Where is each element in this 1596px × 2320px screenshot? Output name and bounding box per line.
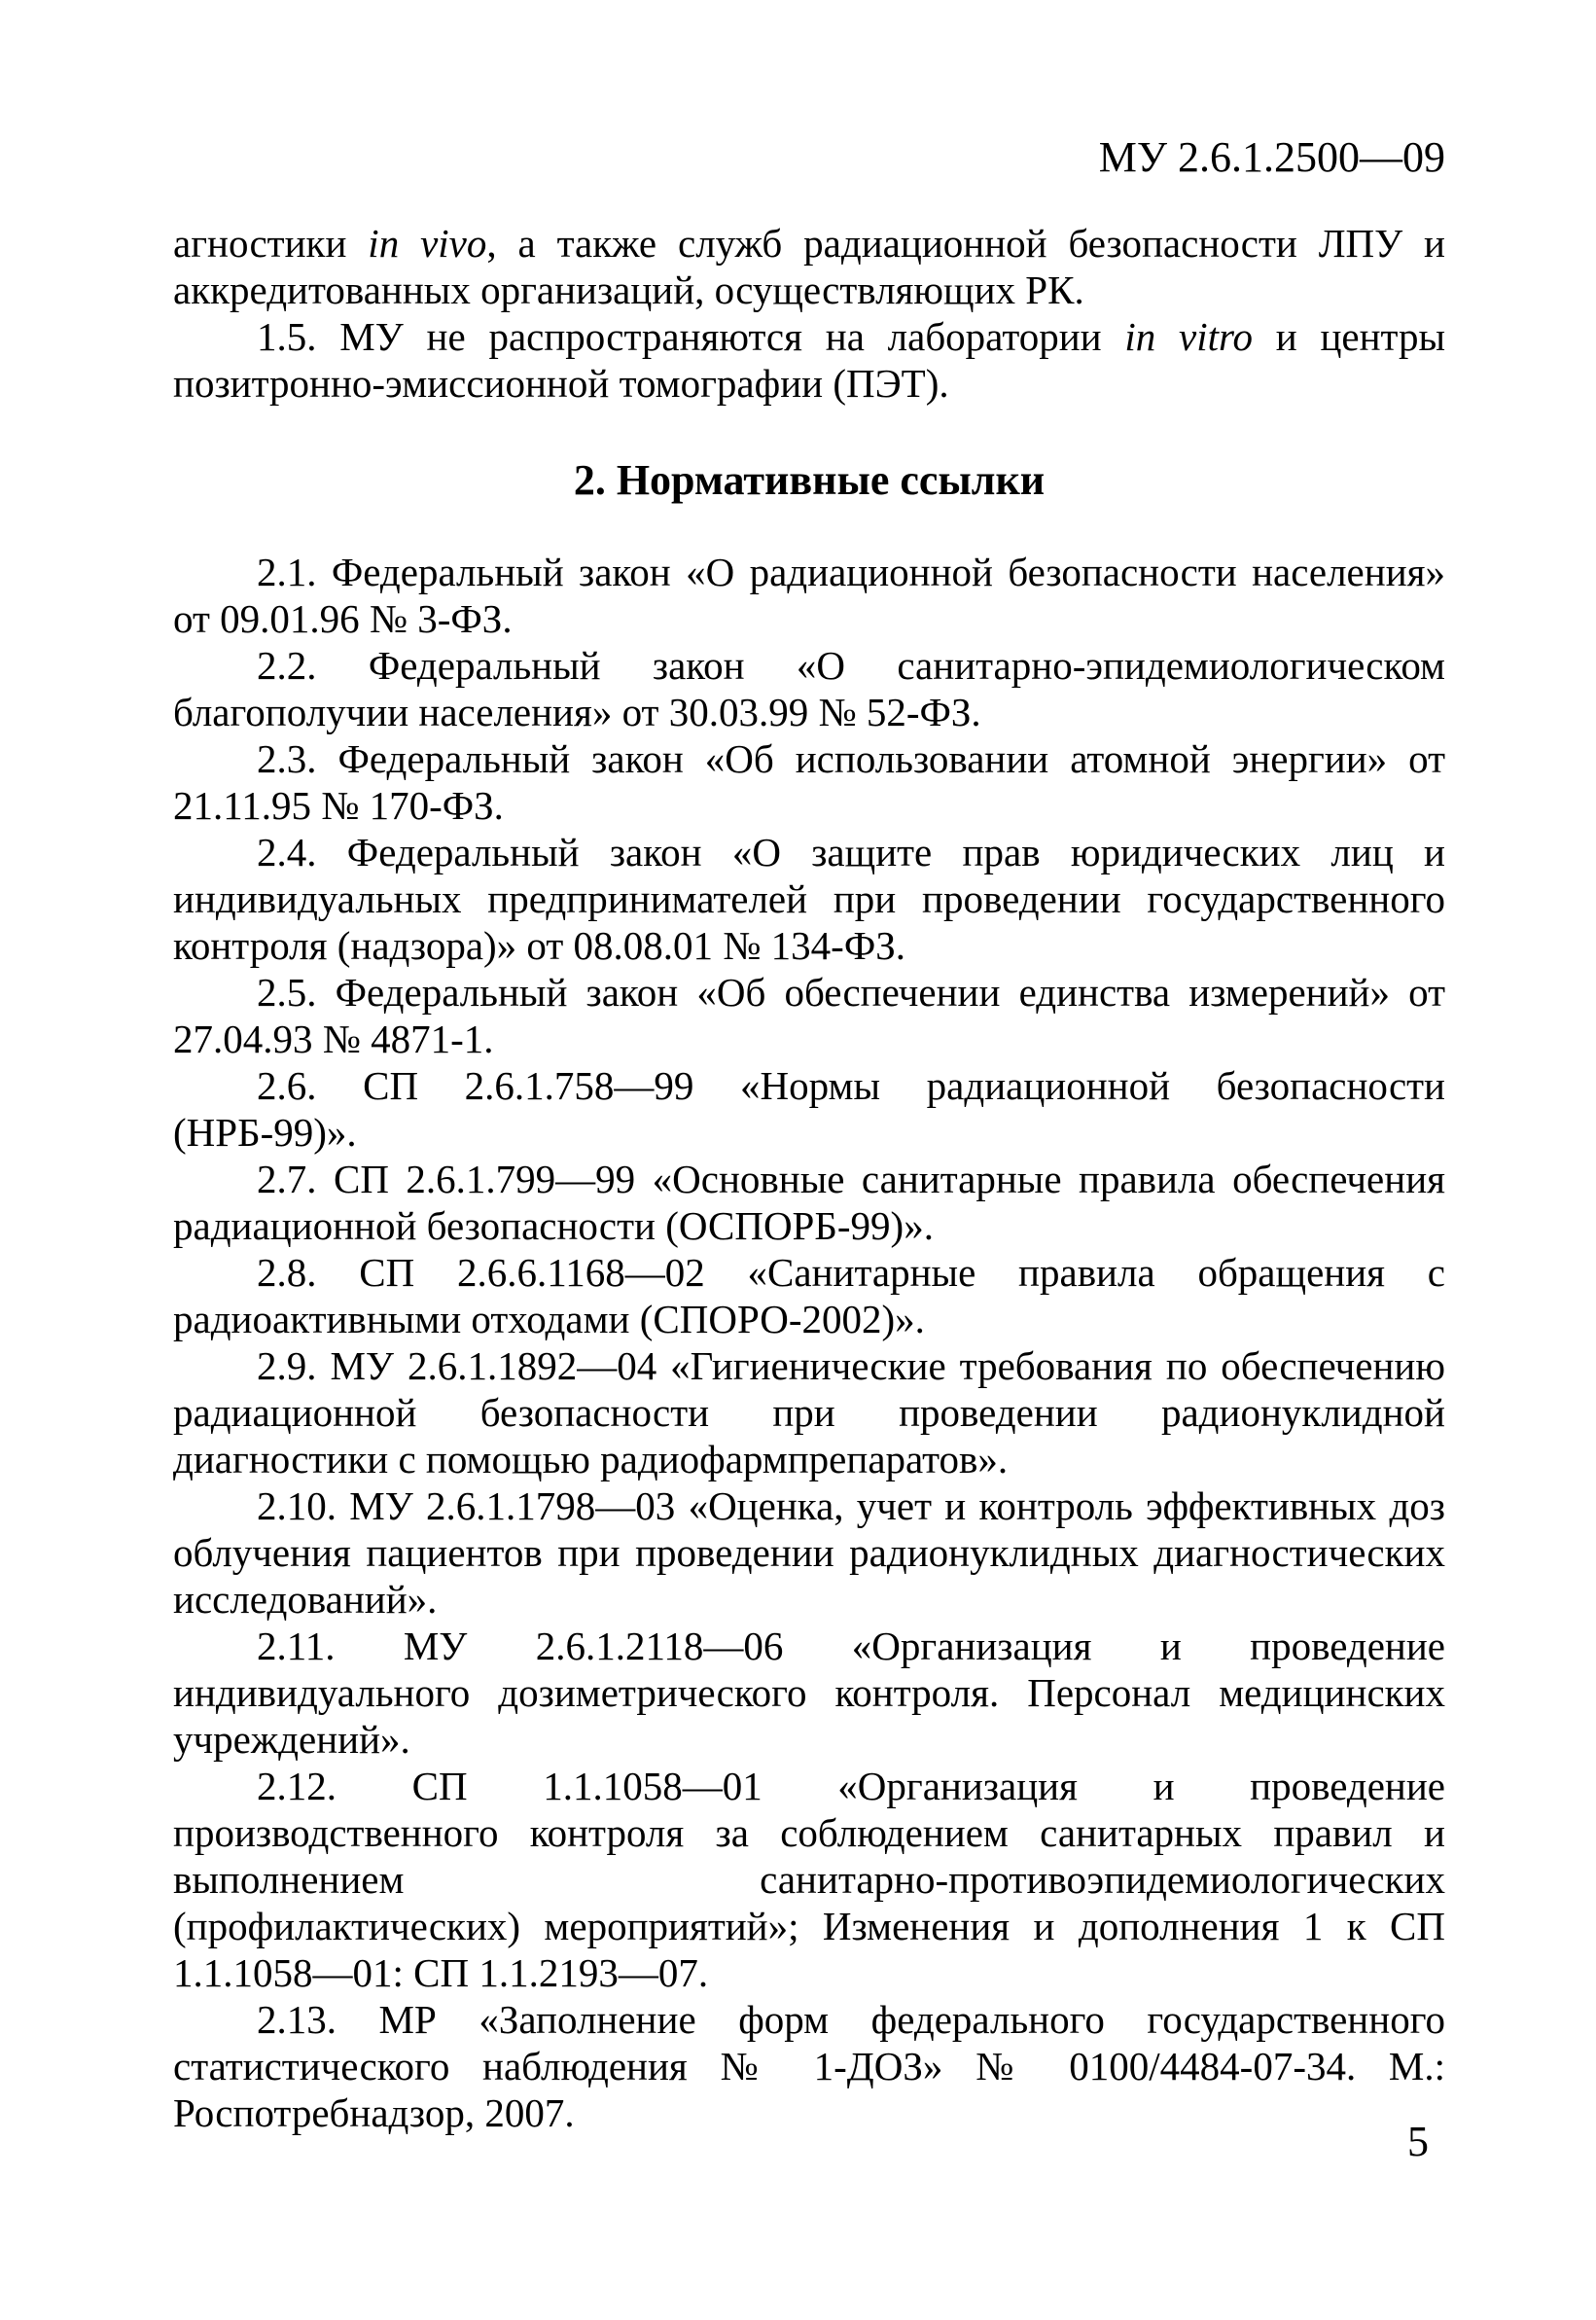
reference-item: 2.11. МУ 2.6.1.2118—06 «Организация и проведение индивидуального дозиметрического контроля. Персонал медицинских учреждений».: [173, 1624, 1445, 1762]
continuation-text-end: , а также служб радиационной безопасности ЛПУ и аккредитованных организаций, осуществляющих РК.: [173, 221, 1445, 312]
reference-item: 2.8. СП 2.6.6.1168—02 «Санитарные правила обращения с радиоактивными отходами (СПОРО-2002)».: [173, 1250, 1445, 1341]
page-body: [173, 220, 1445, 2136]
reference-item: 2.12. СП 1.1.1058—01 «Организация и проведение производственного контроля за соблюдением санитарных правил и выполнением санитарно-противоэпидемиологических (профилактических) мероприятий»; Изменения и дополнения 1 к СП 1.1.1058—01: СП 1.1.2193—07.: [173, 1764, 1445, 1995]
reference-item: 2.3. Федеральный закон «Об использовании атомной энергии» от 21.11.95 № 170-ФЗ.: [173, 736, 1445, 828]
reference-item: 2.2. Федеральный закон «О санитарно-эпидемиологическом благополучии населения» от 30.03.99 № 52-ФЗ.: [173, 643, 1445, 734]
reference-item: 2.5. Федеральный закон «Об обеспечении единства измерений» от 27.04.93 № 4871-1.: [173, 970, 1445, 1061]
reference-item: 2.6. СП 2.6.1.758—99 «Нормы радиационной безопасности (НРБ-99)».: [173, 1063, 1445, 1155]
paragraph-1-5-start: 1.5. МУ не распространяются на лаборатории: [257, 314, 1125, 359]
reference-item: 2.1. Федеральный закон «О радиационной безопасности населения» от 09.01.96 № 3-ФЗ.: [173, 550, 1445, 641]
reference-item: 2.10. МУ 2.6.1.1798—03 «Оценка, учет и контроль эффективных доз облучения пациентов при проведении радионуклидных диагностических исследований».: [173, 1483, 1445, 1622]
page-number: 5: [1407, 2118, 1429, 2165]
section-heading: 2. Нормативные ссылки: [573, 456, 1046, 504]
reference-item: 2.13. МР «Заполнение форм федерального государственного статистического наблюдения № 1-ДОЗ» № 0100/4484-07-34. М.: Роспотребнадзор, 2007.: [173, 1997, 1445, 2135]
continuation-emphasis: in vivo: [368, 221, 487, 266]
reference-item: 2.9. МУ 2.6.1.1892—04 «Гигиенические требования по обеспечению радиационной безопасности при проведении радионуклидной диагностики с помощью радиофармпрепаратов».: [173, 1343, 1445, 1481]
paragraph-1-5: [173, 313, 1445, 407]
continuation-paragraph: [173, 220, 1445, 313]
reference-item: 2.7. СП 2.6.1.799—99 «Основные санитарные правила обеспечения радиационной безопасности (ОСПОРБ-99)».: [173, 1157, 1445, 1248]
reference-item: 2.4. Федеральный закон «О защите прав юридических лиц и индивидуальных предпринимателей при проведении государственного контроля (надзора)» от 08.08.01 № 134-ФЗ.: [173, 830, 1445, 968]
continuation-text-start: агностики: [173, 221, 369, 266]
paragraph-1-5-emphasis: in vitro: [1124, 314, 1253, 359]
running-header: МУ 2.6.1.2500—09: [1098, 133, 1445, 181]
paragraph-1-5-end: и центры позитронно-эмиссионной томографии (ПЭТ).: [173, 314, 1445, 406]
